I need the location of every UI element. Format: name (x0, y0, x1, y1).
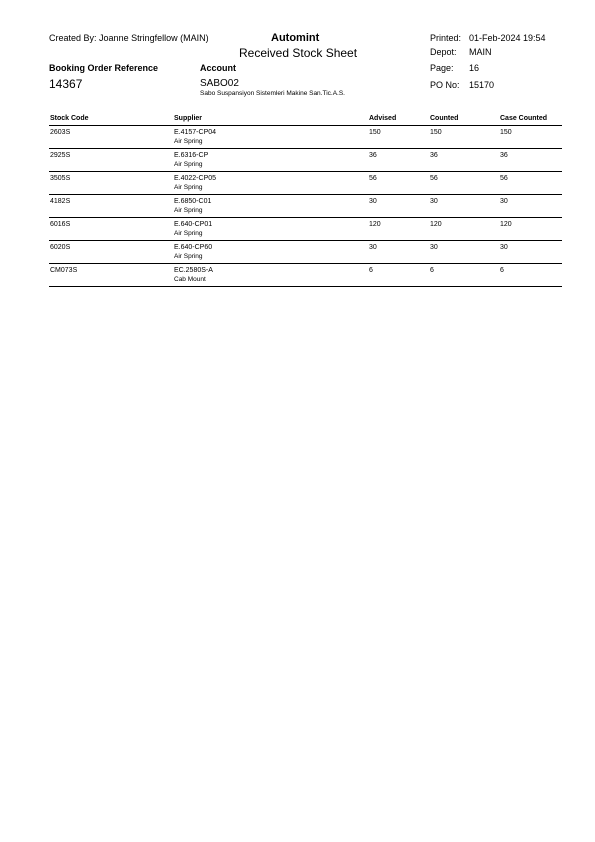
stock-code: 3505S (50, 175, 71, 182)
stock-code: 4182S (50, 198, 71, 205)
account-code: SABO02 (200, 78, 239, 89)
advised-qty: 150 (369, 129, 381, 136)
counted-qty: 30 (430, 244, 438, 251)
printed-label: Printed: (430, 33, 462, 43)
col-stock-code: Stock Code (50, 115, 89, 122)
page-value: 16 (469, 63, 480, 73)
table-row (49, 218, 562, 241)
advised-qty: 6 (369, 267, 373, 274)
table-header (49, 114, 562, 126)
stock-code: 6020S (50, 244, 71, 251)
table-row (49, 149, 562, 172)
counted-qty: 150 (430, 129, 442, 136)
depot-value: MAIN (469, 47, 492, 57)
item-description: Air Spring (174, 184, 203, 191)
supplier-code: E.6850-C01 (174, 198, 212, 205)
case-counted-qty: 30 (500, 244, 508, 251)
item-description: Air Spring (174, 230, 203, 237)
advised-qty: 30 (369, 244, 377, 251)
depot-label: Depot: (430, 47, 457, 57)
stock-table (49, 114, 562, 287)
col-advised: Advised (369, 115, 397, 122)
created-by-label: Created By: (49, 33, 97, 43)
counted-qty: 30 (430, 198, 438, 205)
advised-qty: 36 (369, 152, 377, 159)
supplier-code: E.640-CP60 (174, 244, 213, 251)
created-by (49, 33, 209, 43)
table-row (49, 172, 562, 195)
case-counted-qty: 6 (500, 267, 504, 274)
stock-code: CM073S (50, 267, 78, 274)
case-counted-qty: 150 (500, 129, 512, 136)
stock-code: 2925S (50, 152, 71, 159)
table-row (49, 264, 562, 287)
case-counted-qty: 120 (500, 221, 512, 228)
po-value: 15170 (469, 80, 495, 90)
item-description: Air Spring (174, 207, 203, 214)
page-label: Page: (430, 63, 454, 73)
po-label: PO No: (430, 80, 460, 90)
supplier-code: E.640-CP01 (174, 221, 213, 228)
sheet-title: Received Stock Sheet (239, 46, 358, 60)
item-description: Air Spring (174, 138, 203, 145)
item-description: Air Spring (174, 161, 203, 168)
counted-qty: 6 (430, 267, 434, 274)
counted-qty: 56 (430, 175, 438, 182)
item-description: Cab Mount (174, 276, 206, 283)
supplier-code: E.4022-CP05 (174, 175, 217, 182)
col-supplier: Supplier (174, 115, 203, 122)
col-counted: Counted (430, 115, 459, 122)
printed-value: 01-Feb-2024 19:54 (469, 33, 546, 43)
advised-qty: 30 (369, 198, 377, 205)
counted-qty: 120 (430, 221, 442, 228)
table-row (49, 195, 562, 218)
created-by-value: Joanne Stringfellow (MAIN) (99, 33, 209, 43)
item-description: Air Spring (174, 253, 203, 260)
advised-qty: 120 (369, 221, 381, 228)
booking-order-label: Booking Order Reference (49, 63, 159, 73)
case-counted-qty: 30 (500, 198, 508, 205)
table-row (49, 126, 562, 149)
stock-code: 6016S (50, 221, 71, 228)
case-counted-qty: 36 (500, 152, 508, 159)
account-label: Account (200, 63, 236, 73)
supplier-code: EC.2580S-A (174, 267, 213, 274)
advised-qty: 56 (369, 175, 377, 182)
stock-code: 2603S (50, 129, 71, 136)
case-counted-qty: 56 (500, 175, 508, 182)
supplier-code: E.6316-CP (174, 152, 209, 159)
booking-order-value: 14367 (49, 77, 83, 91)
table-row (49, 241, 562, 264)
counted-qty: 36 (430, 152, 438, 159)
supplier-code: E.4157-CP04 (174, 129, 217, 136)
account-name: Sabo Suspansiyon Sistemleri Makine San.Tic.A.S. (200, 90, 345, 97)
company-name: Automint (271, 32, 320, 44)
col-case-counted: Case Counted (500, 115, 548, 122)
